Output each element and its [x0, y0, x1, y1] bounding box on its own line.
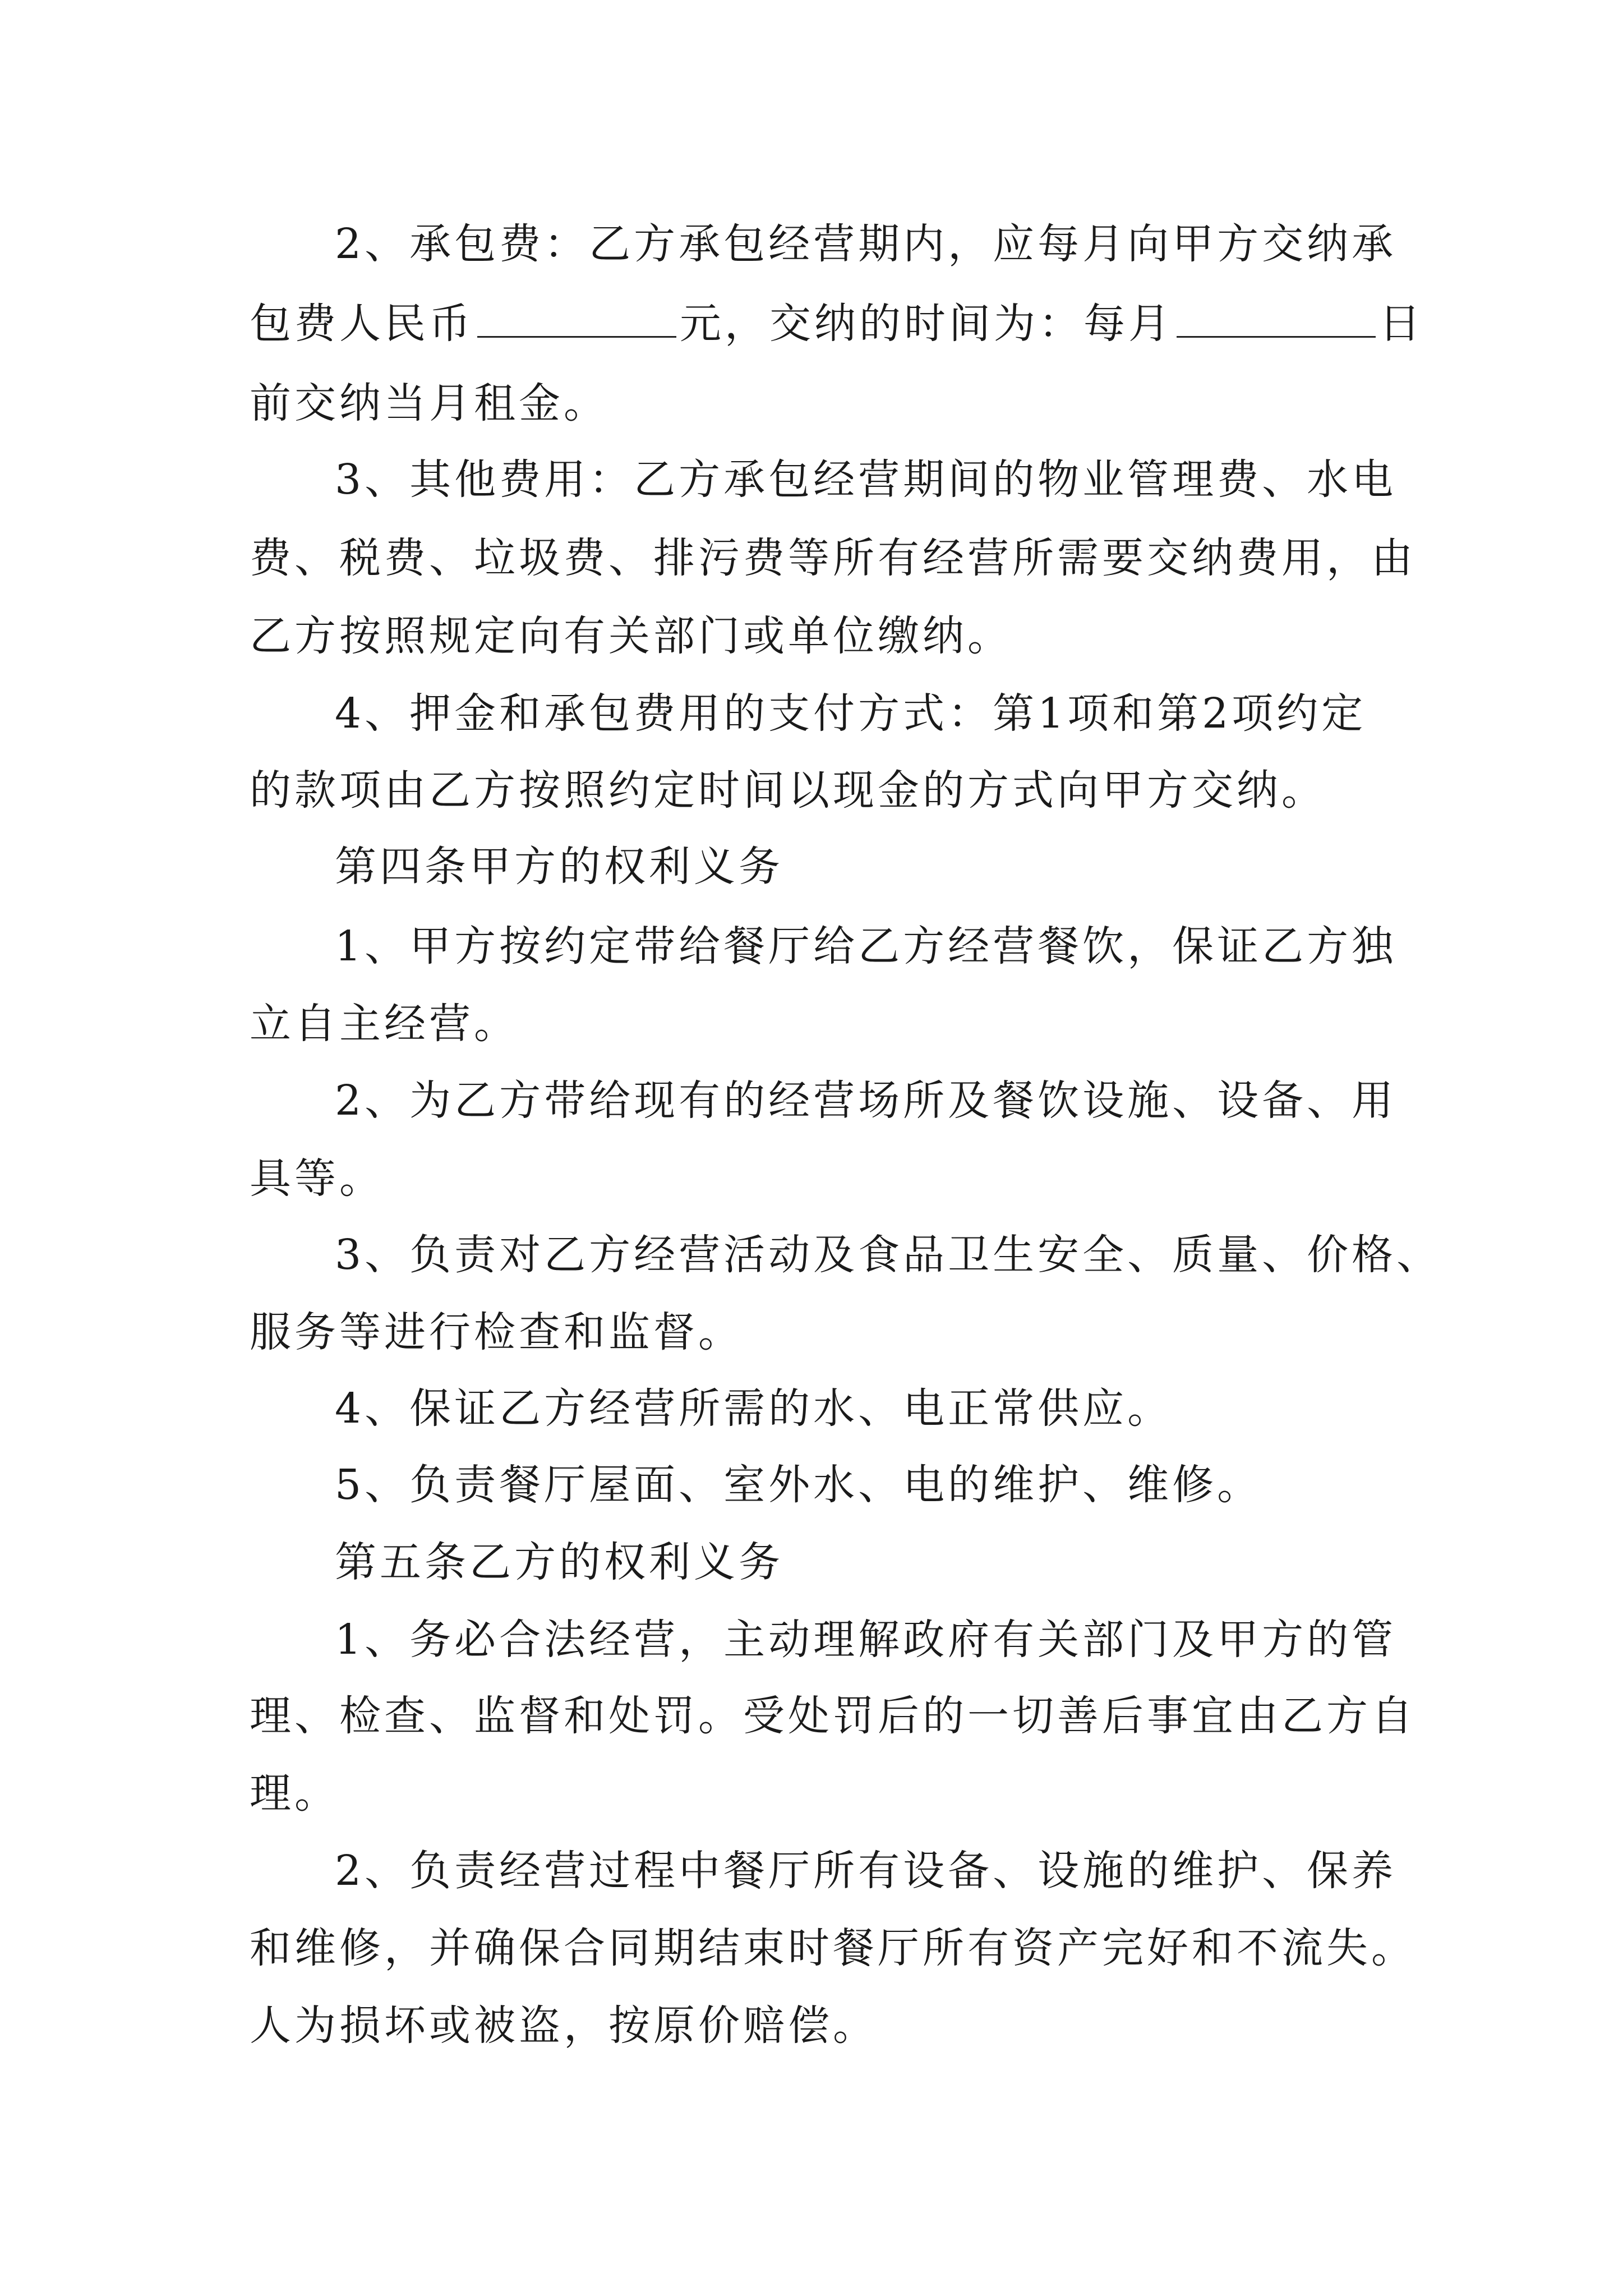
text-line: 2、负责经营过程中餐厅所有设备、设施的维护、保养 [335, 1847, 1397, 1895]
text-line: 2、承包费：乙方承包经营期内，应每月向甲方交纳承 [335, 220, 1397, 268]
text-line: 理、检查、监督和处罚。受处罚后的一切善后事宜由乙方自 [250, 1692, 1416, 1740]
text-line: 的款项由乙方按照约定时间以现金的方式向甲方交纳。 [250, 766, 1326, 815]
text-line: 理。 [250, 1769, 339, 1818]
text-line: 具等。 [250, 1154, 384, 1203]
text-line: 人为损坏或被盗，按原价赔偿。 [250, 2001, 878, 2050]
text-line: 服务等进行检查和监督。 [250, 1308, 743, 1356]
text-line-with-blanks [250, 300, 1424, 348]
fill-in-blank [1177, 335, 1376, 338]
text-line: 1、务必合法经营，主动理解政府有关部门及甲方的管 [335, 1616, 1397, 1664]
text-line: 2、为乙方带给现有的经营场所及餐饮设施、设备、用 [335, 1076, 1397, 1125]
text-segment: 日 [1379, 300, 1424, 348]
text-line: 3、其他费用：乙方承包经营期间的物业管理费、水电 [335, 455, 1397, 504]
text-line: 和维修，并确保合同期结束时餐厅所有资产完好和不流失。 [250, 1924, 1416, 1972]
text-line: 4、保证乙方经营所需的水、电正常供应。 [335, 1384, 1173, 1433]
text-line: 5、负责餐厅屋面、室外水、电的维护、维修。 [335, 1461, 1262, 1509]
text-line: 3、负责对乙方经营活动及食品卫生安全、质量、价格、 [335, 1231, 1442, 1279]
text-line: 1、甲方按约定带给餐厅给乙方经营餐饮，保证乙方独 [335, 922, 1397, 970]
text-line: 前交纳当月租金。 [250, 379, 608, 427]
fill-in-blank [477, 335, 676, 338]
text-line: 立自主经营。 [250, 1000, 519, 1048]
text-line: 费、税费、垃圾费、排污费等所有经营所需要交纳费用，由 [250, 534, 1416, 582]
text-segment: 元，交纳的时间为：每月 [680, 300, 1173, 348]
text-line: 4、押金和承包费用的支付方式：第1项和第2项约定 [335, 689, 1367, 738]
text-segment: 包费人民币 [250, 300, 474, 348]
section-heading: 第五条乙方的权利义务 [335, 1538, 783, 1586]
section-heading: 第四条甲方的权利义务 [335, 843, 783, 891]
text-line: 乙方按照规定向有关部门或单位缴纳。 [250, 612, 1012, 660]
